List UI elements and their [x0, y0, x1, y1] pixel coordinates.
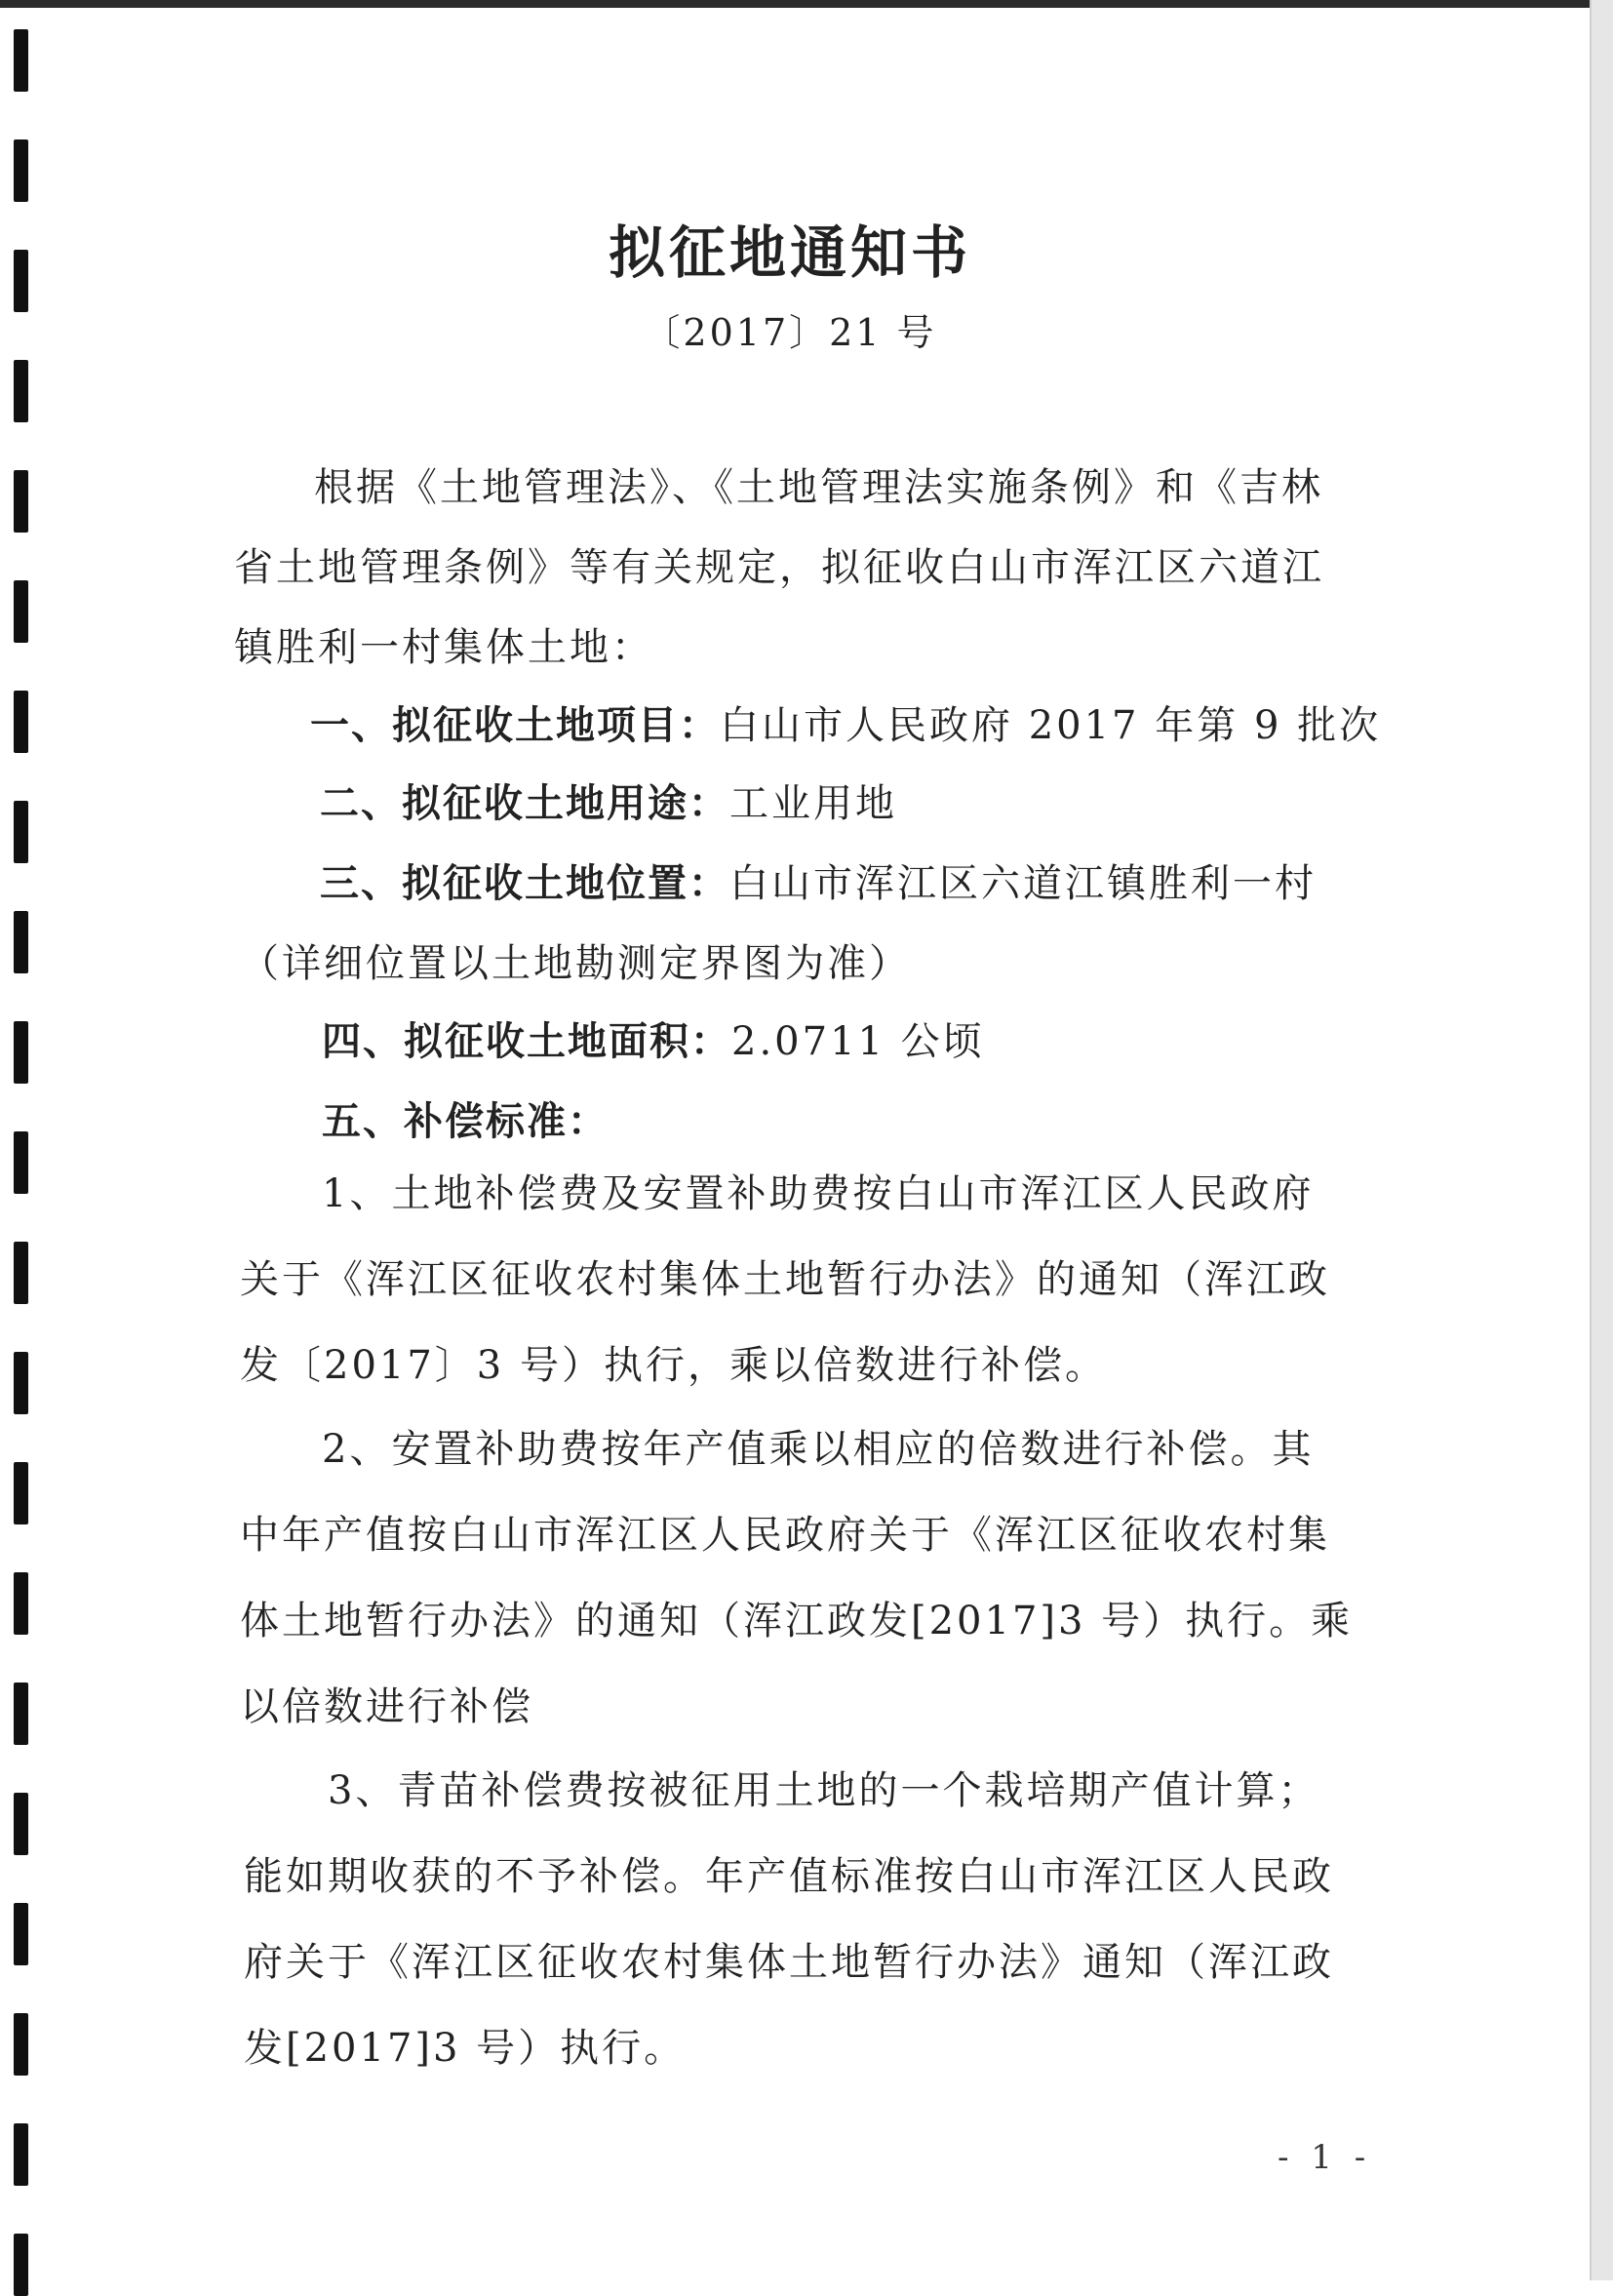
- binding-hole: [14, 580, 28, 643]
- scan-right-edge: [1592, 0, 1613, 2280]
- binding-hole: [14, 1131, 28, 1194]
- clause-3-line: 发[2017]3 号）执行。: [244, 2026, 687, 2071]
- binding-hole: [14, 1682, 28, 1745]
- binding-hole: [14, 691, 28, 753]
- item-heading: 二、拟征收土地用途：: [320, 781, 729, 826]
- scan-top-edge: [0, 0, 1613, 8]
- document-number: 〔2017〕21 号: [643, 311, 937, 354]
- clause-2-line: 2、安置补助费按年产值乘以相应的倍数进行补偿。其: [322, 1427, 1315, 1472]
- binding-hole: [14, 1352, 28, 1414]
- clause-1-line: 发〔2017〕3 号）执行，乘以倍数进行补偿。: [240, 1343, 1107, 1388]
- item-value: 白山市人民政府 2017 年第 9 批次: [720, 703, 1382, 748]
- clause-3-line: 能如期收获的不予补偿。年产值标准按白山市浑江区人民政: [244, 1854, 1334, 1899]
- binding-hole: [14, 139, 28, 202]
- intro-line: 根据《土地管理法》、《土地管理法实施条例》和《吉林: [314, 465, 1323, 510]
- binding-hole: [14, 2013, 28, 2076]
- item-location: [320, 860, 1317, 907]
- binding-hole: [14, 801, 28, 863]
- binding-hole: [14, 911, 28, 973]
- clause-2-line: 体土地暂行办法》的通知（浑江政发[2017]3 号）执行。乘: [240, 1599, 1354, 1643]
- binding-hole: [14, 2234, 28, 2296]
- item-location-note: （详细位置以土地勘测定界图为准）: [240, 941, 911, 986]
- binding-hole: [14, 1793, 28, 1855]
- clause-2-line: 中年产值按白山市浑江区人民政府关于《浑江区征收农村集: [240, 1513, 1330, 1558]
- binding-hole: [14, 1903, 28, 1965]
- clause-3-line: 3、青苗补偿费按被征用土地的一个栽培期产值计算；: [328, 1768, 1320, 1813]
- clause-2-line: 以倍数进行补偿: [240, 1684, 533, 1729]
- intro-line: 省土地管理条例》等有关规定，拟征收白山市浑江区六道江: [234, 545, 1324, 590]
- item-value: 白山市浑江区六道江镇胜利一村: [729, 861, 1317, 906]
- document-title: 拟征地通知书: [608, 219, 971, 286]
- page-number: - 1 -: [1278, 2138, 1372, 2177]
- item-heading: 四、拟征收土地面积：: [322, 1019, 731, 1064]
- binding-hole: [14, 1021, 28, 1084]
- item-area: [322, 1018, 985, 1065]
- binding-hole: [14, 1462, 28, 1524]
- item-value: 2.0711 公顷: [731, 1019, 985, 1064]
- item-compensation: [322, 1098, 609, 1145]
- intro-line: 镇胜利一村集体土地：: [234, 625, 653, 670]
- item-usage: [320, 780, 897, 827]
- binding-hole: [14, 1572, 28, 1635]
- clause-1-line: 1、土地补偿费及安置补助费按白山市浑江区人民政府: [322, 1171, 1315, 1216]
- binding-hole: [14, 2123, 28, 2186]
- item-heading: 五、补偿标准：: [322, 1099, 609, 1144]
- binding-hole: [14, 29, 28, 92]
- clause-3-line: 府关于《浑江区征收农村集体土地暂行办法》通知（浑江政: [244, 1940, 1334, 1985]
- binding-hole: [14, 1242, 28, 1304]
- clause-1-line: 关于《浑江区征收农村集体土地暂行办法》的通知（浑江政: [240, 1257, 1330, 1302]
- item-heading: 三、拟征收土地位置：: [320, 861, 729, 906]
- item-value: 工业用地: [729, 781, 897, 826]
- binding-hole: [14, 470, 28, 533]
- item-heading: 一、拟征收土地项目：: [310, 703, 720, 748]
- item-project: [310, 702, 1381, 749]
- binding-hole: [14, 360, 28, 422]
